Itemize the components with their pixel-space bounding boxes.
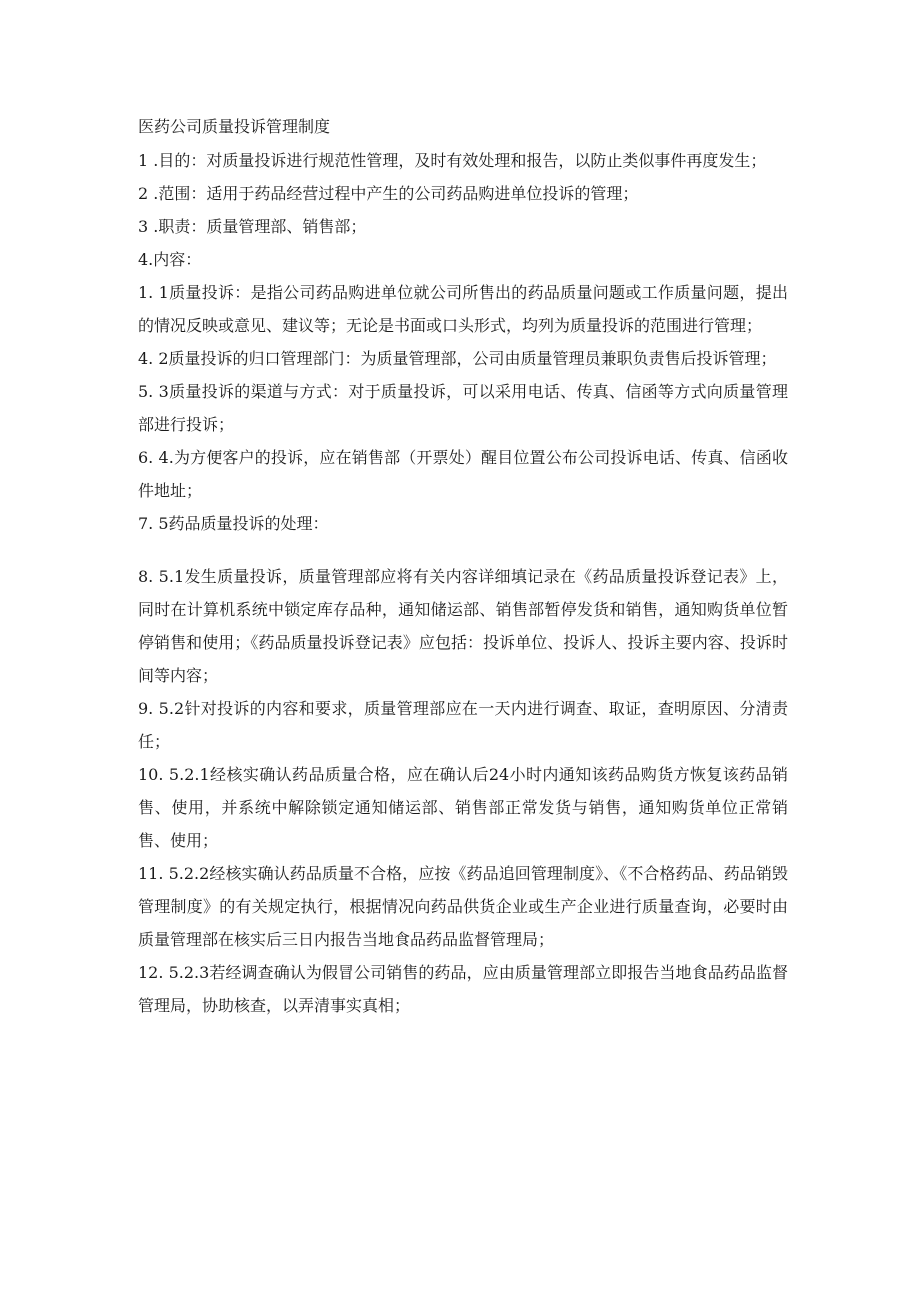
document-title: 医药公司质量投诉管理制度	[138, 117, 331, 136]
paragraph-spacer	[138, 540, 788, 560]
paragraph-5-2-2: 11. 5.2.2经核实确认药品质量不合格，应按《药品追回管理制度》、《不合格药品、药品销毁管理制度》的有关规定执行，根据情况向药品供货企业或生产企业进行质量查询，必要时由质量管理部在核实后三日内报告当地食品药品监督管理局；	[138, 864, 788, 949]
paragraph-complaint-definition: 1. 1质量投诉：是指公司药品购进单位就公司所售出的药品质量问题或工作质量问题，提出的情况反映或意见、建议等；无论是书面或口头形式，均列为质量投诉的范围进行管理；	[138, 283, 788, 335]
paragraph-scope: 2 .范围：适用于药品经营过程中产生的公司药品购进单位投诉的管理；	[138, 184, 639, 203]
paragraph-5-2-3: 12. 5.2.3若经调查确认为假冒公司销售的药品，应由质量管理部立即报告当地食品药品监督管理局，协助核查，以弄清事实真相；	[138, 963, 788, 1015]
paragraph-5-1: 8. 5.1发生质量投诉，质量管理部应将有关内容详细填记录在《药品质量投诉登记表》上，同时在计算机系统中锁定库存品种，通知储运部、销售部暂停发货和销售，通知购货单位暂停销售和使用；《药品质量投诉登记表》应包括：投诉单位、投诉人、投诉主要内容、投诉时间等内容；	[138, 567, 788, 685]
paragraph-5-2: 9. 5.2针对投诉的内容和要求，质量管理部应在一天内进行调查、取证，查明原因、分清责任；	[138, 699, 788, 751]
document-page	[138, 112, 788, 1022]
paragraph-purpose: 1 .目的：对质量投诉进行规范性管理，及时有效处理和报告，以防止类似事件再度发生；	[138, 151, 767, 170]
paragraph-complaint-handling: 7. 5药品质量投诉的处理：	[138, 514, 329, 533]
paragraph-responsibility: 3 .职责：质量管理部、销售部；	[138, 217, 367, 236]
paragraph-complaint-channels: 5. 3质量投诉的渠道与方式：对于质量投诉，可以采用电话、传真、信函等方式向质量管理部进行投诉；	[138, 382, 788, 434]
paragraph-5-2-1: 10. 5.2.1经核实确认药品质量合格，应在确认后24小时内通知该药品购货方恢复该药品销售、使用，并系统中解除锁定通知储运部、销售部正常发货与销售，通知购货单位正常销售、使用；	[138, 765, 788, 850]
paragraph-content-heading: 4.内容：	[138, 250, 202, 269]
paragraph-complaint-contact: 6. 4.为方便客户的投诉，应在销售部（开票处）醒目位置公布公司投诉电话、传真、信函收件地址；	[138, 448, 788, 500]
paragraph-complaint-department: 4. 2质量投诉的归口管理部门：为质量管理部，公司由质量管理员兼职负责售后投诉管理；	[138, 349, 777, 368]
